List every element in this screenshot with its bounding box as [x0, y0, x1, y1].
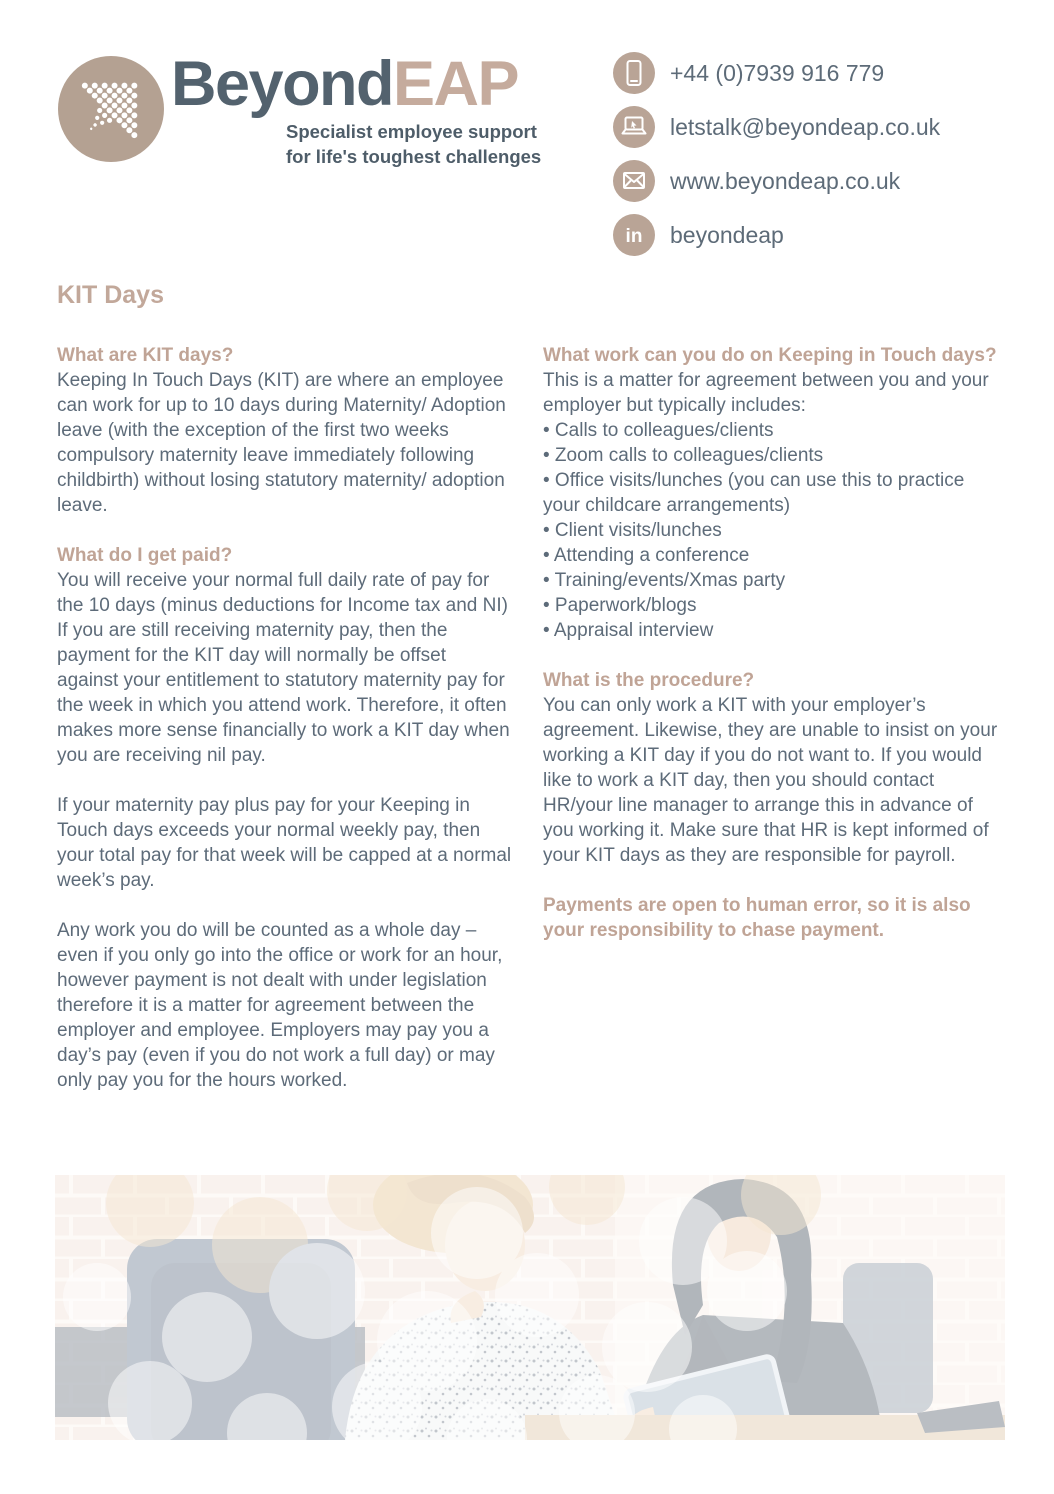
tagline-line-2: for life's toughest challenges: [286, 146, 542, 167]
paragraph-what-work-intro: This is a matter for agreement between you and your employer but typically includes:: [543, 370, 989, 416]
section-heading-what-work: What work can you do on Keeping in Touch days?: [543, 345, 997, 366]
mobile-phone-icon: [613, 52, 655, 94]
linkedin-icon: [613, 214, 655, 256]
list-item: • Paperwork/blogs: [543, 595, 697, 616]
article-column-left: [57, 343, 512, 1118]
contact-email[interactable]: letstalk@beyondeap.co.uk: [670, 113, 941, 140]
kit-activities-list: [543, 418, 998, 643]
paragraph-procedure: You can only work a KIT with your employer’s agreement. Likewise, they are unable to insist on your working a KIT day if you do not want to. If you would like to work a KIT day, then you should contact HR/your line manager to arrange this in advance of you working it. Make sure that HR is kept informed of your KIT days as they are responsible for payroll.: [543, 695, 998, 866]
contact-row-website: [613, 160, 940, 202]
paragraph-get-paid-3: Any work you do will be counted as a whole day – even if you only go into the office or work for an hour, however payment is not dealt with under legislation therefore it is a matter for agreement between the employer and employee. Employers may pay you a day’s pay (even if you do not work a full day) or may only pay you for the hours worked.: [57, 920, 503, 1091]
tagline-line-1: Specialist employee support: [286, 121, 537, 142]
paragraph-get-paid-2: If your maternity pay plus pay for your Keeping in Touch days exceeds your normal weekly pay, then your total pay for that week will be capped at a normal week’s pay.: [57, 795, 512, 891]
laptop-icon: [613, 106, 655, 148]
list-item: • Training/events/Xmas party: [543, 570, 786, 591]
contact-row-email: [613, 106, 940, 148]
payments-note: Payments are open to human error, so it is also your responsibility to chase payment.: [543, 895, 971, 941]
contact-phone[interactable]: +44 (0)7939 916 779: [670, 59, 885, 86]
contact-block: [613, 52, 940, 256]
section-heading-what-do-i-get-paid: What do I get paid?: [57, 545, 233, 566]
list-item: • Client visits/lunches: [543, 520, 722, 541]
brand-name-primary: Beyond: [171, 49, 394, 119]
contact-row-phone: [613, 52, 940, 94]
article-column-right: [543, 343, 998, 943]
list-item: • Calls to colleagues/clients: [543, 420, 774, 441]
list-item: • Attending a conference: [543, 545, 750, 566]
section-heading-procedure: What is the procedure?: [543, 670, 755, 691]
office-meeting-photo: [55, 1175, 1005, 1440]
contact-website[interactable]: www.beyondeap.co.uk: [670, 167, 901, 194]
paragraph-get-paid-1: You will receive your normal full daily rate of pay for the 10 days (minus deductions for Income tax and NI) If you are still receiving maternity pay, then the payment for the KIT day will normally be offset against your entitlement to statutory maternity pay for the week in which you attend work. Therefore, it often makes more sense financially to work a KIT day when you are receiving nil pay.: [57, 570, 510, 766]
svg-text:in: in: [625, 226, 643, 247]
paragraph-what-are-kit-days: Keeping In Touch Days (KIT) are where an employee can work for up to 10 days during Maternity/ Adoption leave (with the exception of the first two weeks compulsory maternity leave immediately following childbirth) without losing statutory maternity/ adoption leave.: [57, 370, 506, 516]
brand-name: [171, 48, 518, 120]
list-item: • Office visits/lunches (you can use this to practice your childcare arrangements): [543, 470, 965, 516]
list-item: • Zoom calls to colleagues/clients: [543, 445, 824, 466]
page-title: KIT Days: [57, 281, 164, 309]
beyondeap-logo-icon: [58, 56, 164, 162]
brand-tagline: [286, 119, 541, 169]
contact-row-linkedin: [613, 214, 940, 256]
brand-name-accent: EAP: [393, 49, 519, 119]
contact-linkedin[interactable]: beyondeap: [670, 221, 784, 248]
list-item: • Appraisal interview: [543, 620, 714, 641]
section-heading-what-are-kit-days: What are KIT days?: [57, 345, 234, 366]
envelope-icon: [613, 160, 655, 202]
